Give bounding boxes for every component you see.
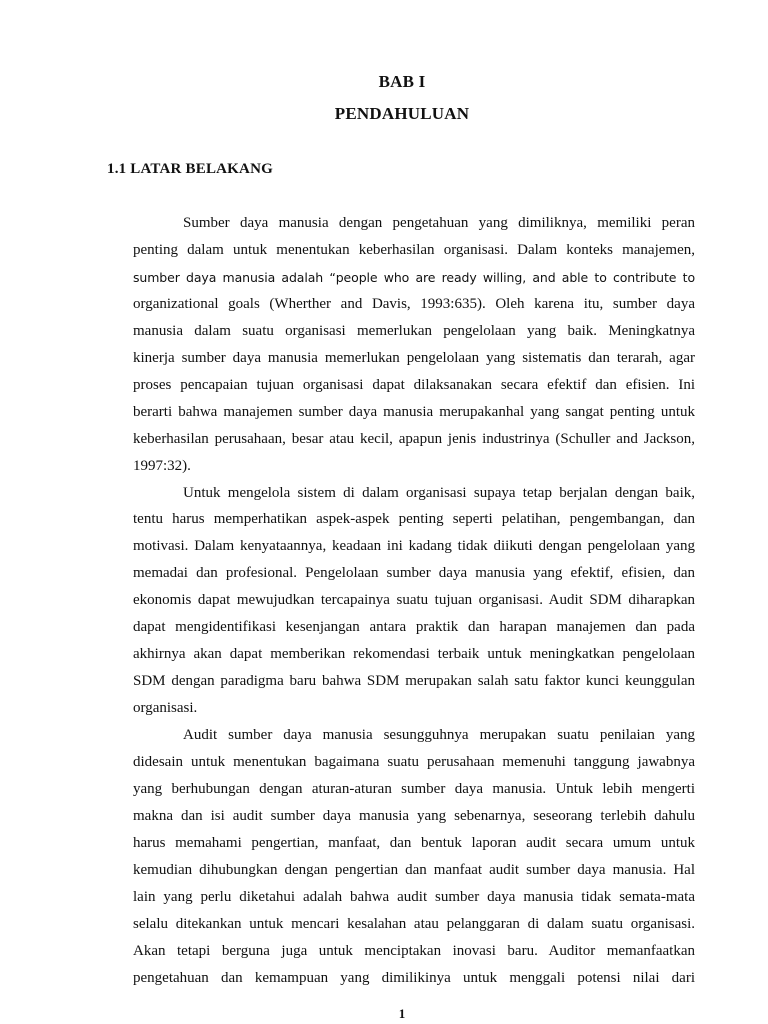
paragraph-line: proses pencapaian tujuan organisasi dapat dilaksanakan secara efektif dan efisien. Ini xyxy=(133,377,695,393)
paragraph-line: pengetahuan dan kemampuan yang dimilikinya untuk menggali potensi nilai dari xyxy=(133,970,695,986)
chapter-title: PENDAHULUAN xyxy=(334,104,470,123)
paragraph-line: makna dan isi audit sumber daya manusia yang sebenarnya, seseorang terlebih dahulu xyxy=(133,808,695,824)
paragraph-line: kinerja sumber daya manusia memerlukan pengelolaan yang sistematis dan terarah, agar xyxy=(133,350,695,366)
paragraph-line: dapat mengidentifikasi kesenjangan antara praktik dan harapan manajemen dan pada xyxy=(133,619,695,635)
paragraph-line: berarti bahwa manajemen sumber daya manusia merupakanhal yang sangat penting untuk xyxy=(133,404,695,420)
paragraph-line: manusia dalam suatu organisasi memerlukan pengelolaan yang baik. Meningkatnya xyxy=(133,323,695,339)
paragraph-line: Akan tetapi berguna juga untuk menciptakan inovasi baru. Auditor memanfaatkan xyxy=(133,943,695,959)
paragraph-line: organisasi. xyxy=(133,700,198,716)
paragraph-line: kemudian dihubungkan dengan pengertian dan manfaat audit sumber daya manusia. Hal xyxy=(133,862,695,878)
paragraph-line: 1997:32). xyxy=(133,458,191,474)
paragraph-line: Untuk mengelola sistem di dalam organisasi supaya tetap berjalan dengan baik, xyxy=(183,485,695,501)
paragraph-line: sumber daya manusia adalah “people who are ready willing, and able to contribute to xyxy=(133,270,695,285)
chapter-number: BAB I xyxy=(378,72,426,91)
paragraph-line: organizational goals (Wherther and Davis, 1993:635). Oleh karena itu, sumber daya xyxy=(133,296,695,312)
page-number: 1 xyxy=(398,1006,406,1021)
paragraph-line: Audit sumber daya manusia sesungguhnya merupakan suatu penilaian yang xyxy=(183,727,695,743)
paragraph-line: memadai dan profesional. Pengelolaan sumber daya manusia yang efektif, efisien, dan xyxy=(133,565,695,581)
paragraph-line: yang berhubungan dengan aturan-aturan sumber daya manusia. Untuk lebih mengerti xyxy=(133,781,695,797)
section-heading: 1.1 LATAR BELAKANG xyxy=(107,161,273,177)
paragraph-line: harus memahami pengertian, manfaat, dan bentuk laporan audit secara umum untuk xyxy=(133,835,695,851)
paragraph-line: motivasi. Dalam kenyataannya, keadaan ini kadang tidak diikuti dengan pengelolaan yang xyxy=(133,538,695,554)
paragraph-line: selalu ditekankan untuk mencari kesalahan atau pelanggaran di dalam suatu organisasi. xyxy=(133,916,695,932)
paragraph-line: Sumber daya manusia dengan pengetahuan yang dimiliknya, memiliki peran xyxy=(183,215,695,231)
paragraph-line: akhirnya akan dapat memberikan rekomendasi terbaik untuk meningkatkan pengelolaan xyxy=(133,646,695,662)
paragraph-line: penting dalam untuk menentukan keberhasilan organisasi. Dalam konteks manajemen, xyxy=(133,242,695,258)
paragraph-line: lain yang perlu diketahui adalah bahwa audit sumber daya manusia tidak semata-mata xyxy=(133,889,695,905)
paragraph-line: tentu harus memperhatikan aspek-aspek penting seperti pelatihan, pengembangan, dan xyxy=(133,511,695,527)
paragraph-line: didesain untuk menentukan bagaimana suatu perusahaan memenuhi tanggung jawabnya xyxy=(133,754,695,770)
paragraph-line: keberhasilan perusahaan, besar atau kecil, apapun jenis industrinya (Schuller and Jackson, xyxy=(133,431,695,447)
paragraph-line: SDM dengan paradigma baru bahwa SDM merupakan salah satu faktor kunci keunggulan xyxy=(133,673,695,689)
paragraph-line: ekonomis dapat mewujudkan tercapainya suatu tujuan organisasi. Audit SDM diharapkan xyxy=(133,592,695,608)
